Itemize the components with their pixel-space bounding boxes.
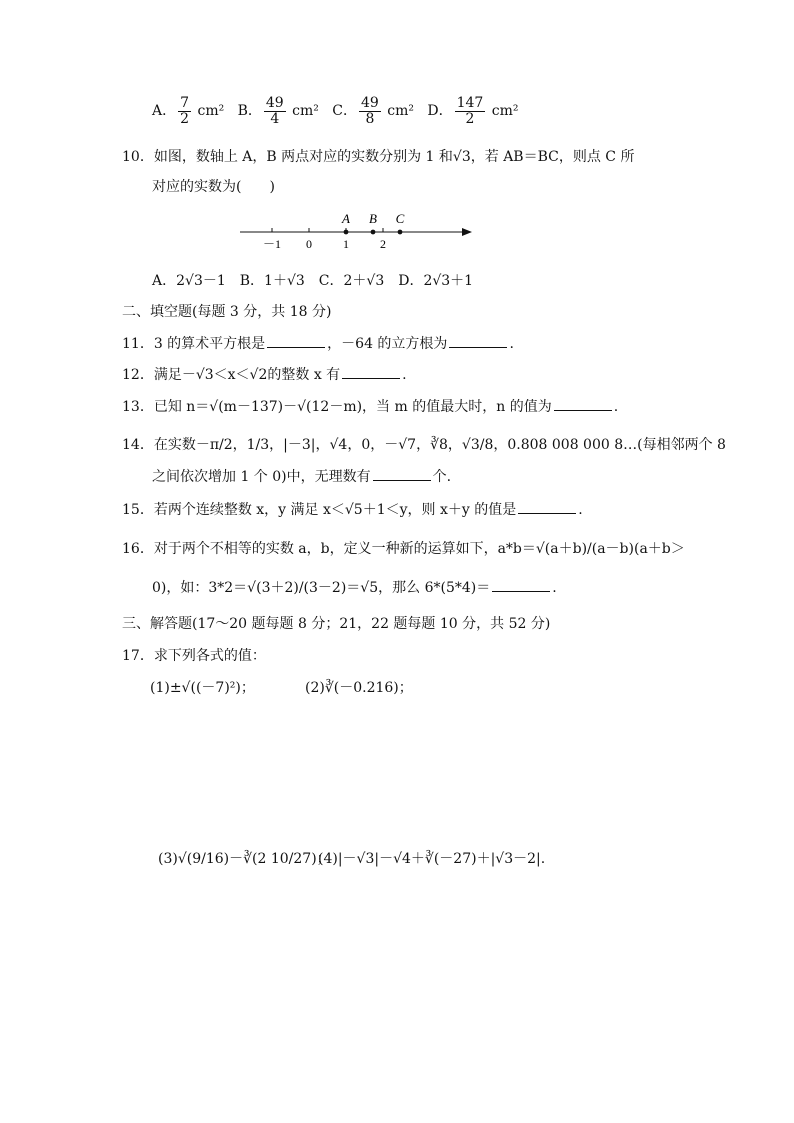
- tick-label: 2: [380, 237, 386, 251]
- q9-option-d-unit: cm²: [491, 103, 519, 120]
- section-3-title: 三、解答题(17～20 题每题 8 分；21，22 题每题 10 分，共 52 分): [122, 616, 551, 632]
- q10-stem-line1: 10．如图，数轴上 A，B 两点对应的实数分别为 1 和√3，若 AB＝BC，则点 C 所: [122, 149, 635, 165]
- q10-stem-line2: 对应的实数为( ): [152, 179, 275, 195]
- q12: 12．满足－√3＜x＜√2的整数 x 有 .: [122, 367, 407, 383]
- tick-label: 0: [306, 237, 312, 251]
- q9-option-b-fraction: $\frac{49}{4}$: [265, 95, 284, 127]
- q9-option-c-fraction: $\frac{49}{8}$: [360, 95, 379, 127]
- point-a-dot: [344, 230, 349, 235]
- section-2-title: 二、填空题(每题 3 分，共 18 分): [122, 304, 332, 320]
- answer-blank[interactable]: [554, 398, 612, 411]
- q10-options: A．2√3－1 B．1＋√3 C．2＋√3 D．2√3＋1: [152, 273, 474, 289]
- q17-part-4: (4)|－√3|－√4＋∛(－27)＋|√3－2|.: [318, 851, 546, 867]
- answer-blank[interactable]: [267, 335, 325, 348]
- q16-line1: 16．对于两个不相等的实数 a，b，定义一种新的运算如下，a*b＝√(a＋b)/(a－b)(a＋b＞: [122, 541, 685, 557]
- point-a-label: A: [342, 211, 350, 226]
- q17-stem: 17．求下列各式的值：: [122, 648, 266, 664]
- q9-option-d-label: D．: [427, 103, 453, 120]
- q11: 11．3 的算术平方根是 ，－64 的立方根为 .: [122, 336, 514, 352]
- answer-blank[interactable]: [492, 579, 550, 592]
- q9-option-d-fraction: $\frac{147}{2}$: [456, 95, 484, 127]
- q14-line2: 之间依次增加 1 个 0)中，无理数有 个.: [152, 469, 452, 485]
- tick-label: －1: [262, 237, 282, 251]
- q15: 15．若两个连续整数 x，y 满足 x＜√5＋1＜y，则 x＋y 的值是 .: [122, 502, 583, 518]
- q9-option-a-fraction: $\frac{7}{2}$: [180, 95, 190, 127]
- answer-blank[interactable]: [373, 468, 431, 481]
- q9-option-c-unit: cm²: [387, 103, 414, 120]
- q17-part-2: (2)∛(－0.216)；: [305, 680, 413, 696]
- point-c-dot: [398, 230, 403, 235]
- q9-option-a-unit: cm²: [197, 103, 225, 120]
- number-line-figure: [236, 208, 476, 252]
- q14-line1: 14．在实数－π/2，1/3，|－3|，√4，0，－√7，∛8，√3/8，0.808 008 000 8…(每相邻两个 8: [122, 437, 726, 453]
- point-b-dot: [371, 230, 376, 235]
- point-b-label: B: [369, 211, 377, 226]
- q16-line2: 0)，如：3*2＝√(3＋2)/(3－2)＝√5，那么 6*(5*4)＝ .: [152, 580, 557, 596]
- answer-blank[interactable]: [449, 335, 507, 348]
- answer-blank[interactable]: [342, 366, 400, 379]
- q13: 13．已知 n＝√(m－137)－√(12－m)，当 m 的值最大时，n 的值为 .: [122, 399, 619, 415]
- q9-options: [152, 96, 519, 126]
- q17-part-1: (1)±√((－7)²)；: [150, 680, 255, 696]
- q9-option-b-label: B．: [237, 103, 262, 120]
- q9-option-b-unit: cm²: [292, 103, 319, 120]
- answer-blank[interactable]: [518, 501, 576, 514]
- tick-label: 1: [343, 237, 349, 251]
- point-c-label: C: [395, 211, 405, 226]
- number-line-arrow-icon: [462, 228, 472, 236]
- q17-part-3: (3)√(9/16)－∛(2 10/27)；: [158, 851, 331, 867]
- q9-option-a-label: A．: [152, 103, 177, 120]
- q9-option-c-label: C．: [332, 103, 357, 120]
